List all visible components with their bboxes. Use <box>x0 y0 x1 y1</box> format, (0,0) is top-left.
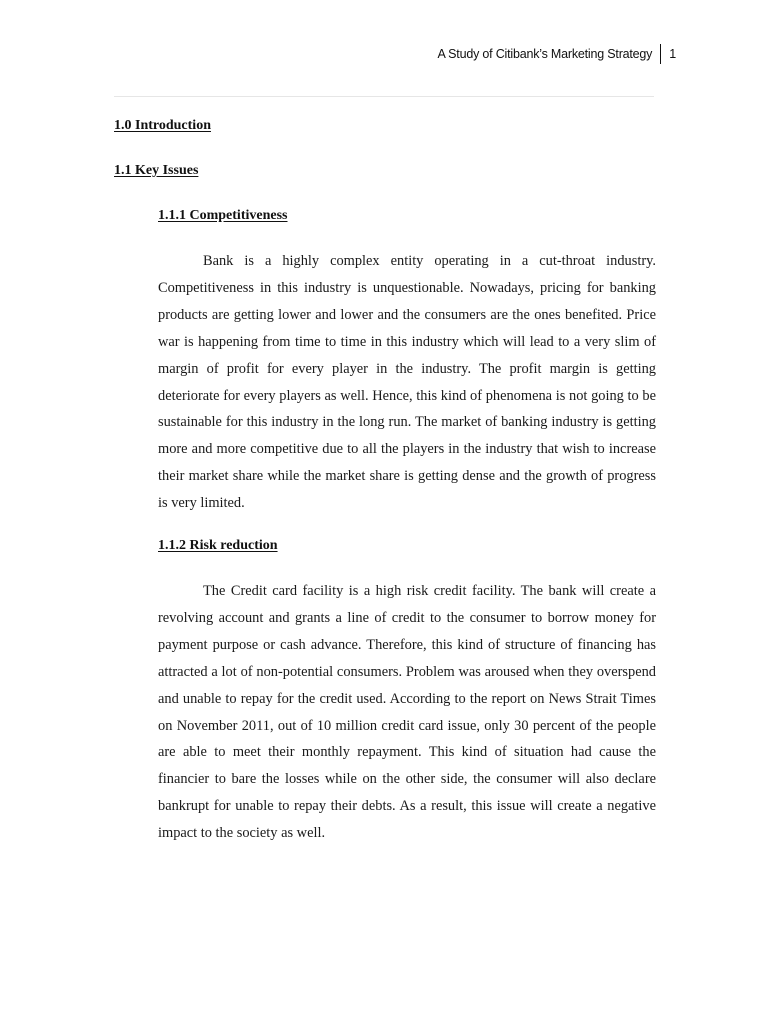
key-issues-heading: 1.1 Key Issues <box>114 163 199 178</box>
risk-reduction-paragraph: The Credit card facility is a high risk credit facility. The bank will create a revolving account and grants a line of credit to the consumer to borrow money for payment purpose or cash advance. Therefore, this kind of structure of financing has attracted a lot of non-potential consumers. Problem was aroused when they overspend and unable to repay for the credit used. According to the report on News Strait Times on November 2011, out of 10 million credit card issue, only 30 percent of the people are able to meet their monthly repayment. This kind of situation had cause the financier to bare the losses while on the other side, the consumer will also declare bankrupt for unable to repay their debts. As a result, this issue will create a negative impact to the society as well. <box>158 583 656 842</box>
page-number: 1 <box>669 47 676 61</box>
header-rule <box>114 96 654 97</box>
header-title: A Study of Citibank’s Marketing Strategy <box>437 47 653 61</box>
running-header <box>437 44 676 64</box>
competitiveness-paragraph: Bank is a highly complex entity operating in a cut-throat industry. Competitiveness in this industry is unquestionable. Nowadays, pricing for banking products are getting lower and lower and the consumers are the ones benefited. Price war is happening from time to time in this industry which will lead to a very slim of margin of profit for every player in the industry. The profit margin is getting deteriorate for every players as well. Hence, this kind of phenomena is not going to be sustainable for this industry in the long run. The market of banking industry is getting more and more competitive due to all the players in the industry that wish to increase their market share while the market share is getting dense and the growth of progress is very limited. <box>158 253 656 512</box>
risk-reduction-heading: 1.1.2 Risk reduction <box>158 538 278 553</box>
introduction-heading: 1.0 Introduction <box>114 118 211 133</box>
competitiveness-heading: 1.1.1 Competitiveness <box>158 208 288 223</box>
